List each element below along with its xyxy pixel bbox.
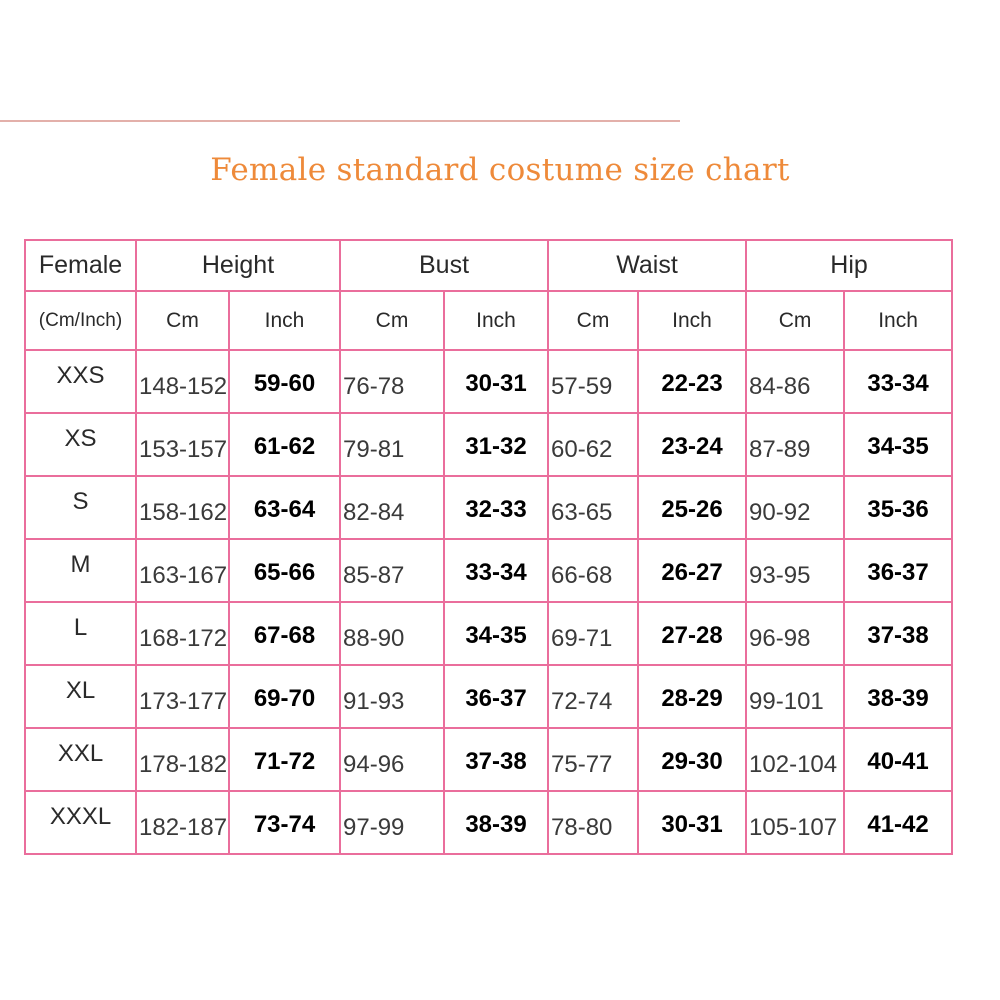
table-row — [25, 350, 952, 413]
height-cm-cell: 178-182 — [136, 728, 229, 791]
hip-inch-cell: 37-38 — [844, 602, 952, 665]
table-row — [25, 791, 952, 854]
waist-inch-cell: 26-27 — [638, 539, 746, 602]
page-title: Female standard costume size chart — [210, 152, 790, 188]
height-cm-cell: 182-187 — [136, 791, 229, 854]
hip-inch-cell: 33-34 — [844, 350, 952, 413]
size-cell: XXS — [25, 350, 136, 413]
hip-cm-cell: 84-86 — [746, 350, 844, 413]
hip-inch-cell: 40-41 — [844, 728, 952, 791]
waist-cm-cell: 75-77 — [548, 728, 638, 791]
bust-inch-cell: 31-32 — [444, 413, 548, 476]
waist-inch-cell: 29-30 — [638, 728, 746, 791]
waist-cm-cell: 57-59 — [548, 350, 638, 413]
height-inch-header: Inch — [229, 291, 340, 350]
bust-cm-cell: 91-93 — [340, 665, 444, 728]
waist-cm-cell: 60-62 — [548, 413, 638, 476]
table-row — [25, 476, 952, 539]
waist-cm-cell: 63-65 — [548, 476, 638, 539]
hip-cm-cell: 99-101 — [746, 665, 844, 728]
bust-inch-cell: 36-37 — [444, 665, 548, 728]
bust-inch-cell: 32-33 — [444, 476, 548, 539]
waist-inch-cell: 25-26 — [638, 476, 746, 539]
header-row-units — [25, 291, 952, 350]
bust-cm-cell: 97-99 — [340, 791, 444, 854]
top-divider-line — [0, 120, 680, 122]
hip-inch-cell: 34-35 — [844, 413, 952, 476]
bust-inch-cell: 37-38 — [444, 728, 548, 791]
height-inch-cell: 63-64 — [229, 476, 340, 539]
hip-header: Hip — [746, 240, 952, 291]
bust-inch-header: Inch — [444, 291, 548, 350]
bust-cm-cell: 88-90 — [340, 602, 444, 665]
height-cm-cell: 153-157 — [136, 413, 229, 476]
hip-cm-cell: 93-95 — [746, 539, 844, 602]
hip-inch-cell: 36-37 — [844, 539, 952, 602]
bust-cm-cell: 76-78 — [340, 350, 444, 413]
table-row — [25, 602, 952, 665]
hip-inch-header: Inch — [844, 291, 952, 350]
hip-inch-cell: 35-36 — [844, 476, 952, 539]
table-row — [25, 665, 952, 728]
hip-inch-cell: 38-39 — [844, 665, 952, 728]
hip-inch-cell: 41-42 — [844, 791, 952, 854]
hip-cm-cell: 87-89 — [746, 413, 844, 476]
height-cm-cell: 173-177 — [136, 665, 229, 728]
header-row-groups — [25, 240, 952, 291]
table-row — [25, 539, 952, 602]
size-chart-table — [24, 239, 953, 855]
size-cell: XXL — [25, 728, 136, 791]
hip-cm-header: Cm — [746, 291, 844, 350]
bust-cm-cell: 94-96 — [340, 728, 444, 791]
bust-inch-cell: 34-35 — [444, 602, 548, 665]
bust-cm-cell: 82-84 — [340, 476, 444, 539]
height-cm-header: Cm — [136, 291, 229, 350]
waist-cm-cell: 69-71 — [548, 602, 638, 665]
unit-header: (Cm/Inch) — [25, 291, 136, 350]
height-cm-cell: 168-172 — [136, 602, 229, 665]
waist-inch-cell: 30-31 — [638, 791, 746, 854]
waist-cm-cell: 72-74 — [548, 665, 638, 728]
bust-cm-cell: 79-81 — [340, 413, 444, 476]
table-row — [25, 728, 952, 791]
waist-cm-cell: 66-68 — [548, 539, 638, 602]
hip-cm-cell: 102-104 — [746, 728, 844, 791]
waist-inch-cell: 22-23 — [638, 350, 746, 413]
height-inch-cell: 67-68 — [229, 602, 340, 665]
bust-header: Bust — [340, 240, 548, 291]
size-cell: XXXL — [25, 791, 136, 854]
waist-cm-header: Cm — [548, 291, 638, 350]
height-header: Height — [136, 240, 340, 291]
female-header: Female — [25, 240, 136, 291]
height-inch-cell: 59-60 — [229, 350, 340, 413]
hip-cm-cell: 90-92 — [746, 476, 844, 539]
height-cm-cell: 158-162 — [136, 476, 229, 539]
height-inch-cell: 65-66 — [229, 539, 340, 602]
table-row — [25, 413, 952, 476]
waist-inch-header: Inch — [638, 291, 746, 350]
size-cell: S — [25, 476, 136, 539]
bust-cm-header: Cm — [340, 291, 444, 350]
height-cm-cell: 148-152 — [136, 350, 229, 413]
size-cell: XS — [25, 413, 136, 476]
bust-cm-cell: 85-87 — [340, 539, 444, 602]
hip-cm-cell: 105-107 — [746, 791, 844, 854]
height-inch-cell: 61-62 — [229, 413, 340, 476]
bust-inch-cell: 38-39 — [444, 791, 548, 854]
waist-header: Waist — [548, 240, 746, 291]
height-cm-cell: 163-167 — [136, 539, 229, 602]
size-cell: XL — [25, 665, 136, 728]
waist-inch-cell: 28-29 — [638, 665, 746, 728]
height-inch-cell: 69-70 — [229, 665, 340, 728]
size-cell: L — [25, 602, 136, 665]
height-inch-cell: 71-72 — [229, 728, 340, 791]
waist-inch-cell: 23-24 — [638, 413, 746, 476]
size-cell: M — [25, 539, 136, 602]
bust-inch-cell: 33-34 — [444, 539, 548, 602]
height-inch-cell: 73-74 — [229, 791, 340, 854]
bust-inch-cell: 30-31 — [444, 350, 548, 413]
waist-cm-cell: 78-80 — [548, 791, 638, 854]
waist-inch-cell: 27-28 — [638, 602, 746, 665]
hip-cm-cell: 96-98 — [746, 602, 844, 665]
